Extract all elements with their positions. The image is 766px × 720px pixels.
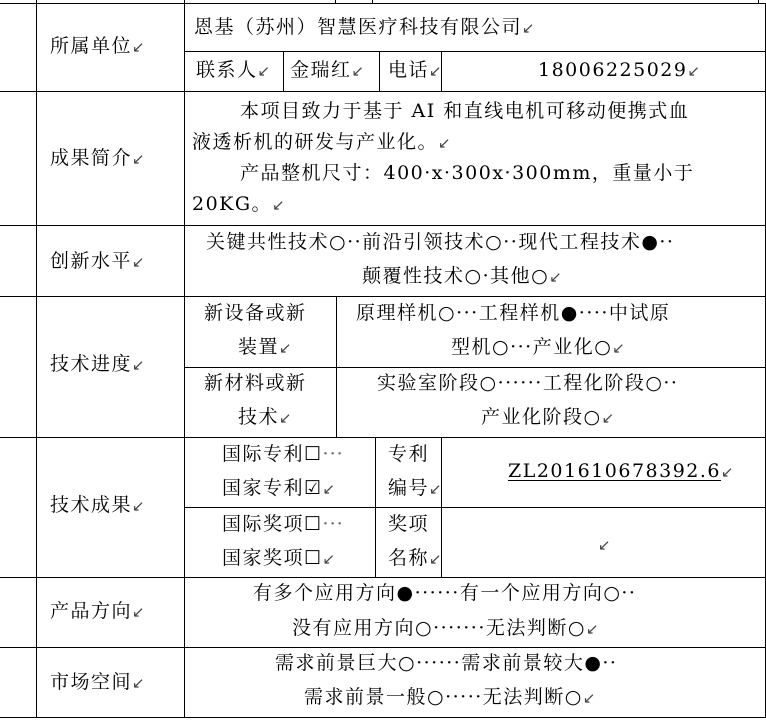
patent-number: ZL201610678392.6↙ (508, 460, 736, 482)
rule-bottom (0, 717, 766, 718)
direction-label: 产品方向↙ (50, 600, 147, 622)
rule-row-6 (0, 647, 766, 648)
innovation-line-2: 颠覆性技术○·其他○↙ (362, 265, 564, 287)
direction-line-2: 没有应用方向○·······无法判断○↙ (292, 617, 601, 639)
device-stage-line-2: 型机○···产业化○↙ (451, 336, 627, 358)
summary-line-3: 产品整机尺寸：400·x·300x·300mm，重量小于 (240, 162, 695, 184)
contact-name: 金瑞红↙ (290, 59, 366, 81)
material-stage-line-2: 产业化阶段○↙ (481, 406, 616, 428)
rule-col-label (184, 3, 185, 717)
phone-number: 18006225029↙ (538, 59, 702, 81)
natl-patent: 国家专利☑↙ (222, 477, 337, 499)
device-label-line-2: 装置↙ (238, 336, 294, 358)
innovation-line-1: 关键共性技术○··前沿引领技术○··现代工程技术●·· (206, 231, 675, 253)
rule-contact-2 (379, 51, 380, 91)
summary-label: 成果简介↙ (50, 147, 147, 169)
award-label-line-2: 名称↙ (388, 547, 444, 569)
rule-top (0, 3, 766, 4)
natl-award: 国家奖项☐↙ (222, 547, 337, 569)
tick-top-c (335, 0, 336, 3)
rule-row-4 (0, 437, 766, 438)
intl-award: 国际奖项☐··· (222, 513, 344, 535)
summary-line-1: 本项目致力于基于 AI 和直线电机可移动便携式血 (240, 100, 690, 122)
rule-col-left (36, 3, 37, 717)
patent-no-label-line-2: 编号↙ (388, 477, 444, 499)
summary-line-4: 20KG。↙ (192, 193, 287, 215)
award-label-line-1: 奖项 (388, 513, 430, 535)
rule-row-5 (0, 577, 766, 578)
progress-label: 技术进度↙ (50, 353, 147, 375)
rule-row-3 (0, 296, 766, 297)
rule-results-mid (184, 507, 766, 508)
device-label-line-1: 新设备或新 (204, 302, 307, 324)
rule-row-1 (0, 91, 766, 92)
patent-no-label-line-1: 专利 (388, 443, 430, 465)
rule-progress-col (336, 296, 337, 437)
innovation-label: 创新水平↙ (50, 250, 147, 272)
phone-label: 电话↙ (388, 59, 444, 81)
material-label-line-2: 技术↙ (238, 406, 294, 428)
market-line-2: 需求前景一般○·····无法判断○↙ (304, 686, 597, 708)
summary-line-2: 液透析机的研发与产业化。↙ (192, 131, 453, 153)
unit-name: 恩基（苏州）智慧医疗科技有限公司↙ (194, 16, 537, 38)
contact-label: 联系人↙ (196, 59, 272, 81)
material-stage-line-1: 实验室阶段○······工程化阶段○·· (377, 372, 679, 394)
device-stage-line-1: 原理样机○···工程样机●····中试原 (356, 302, 671, 324)
results-label: 技术成果↙ (50, 494, 147, 516)
intl-patent: 国际专利☐··· (222, 443, 344, 465)
rule-progress-mid (184, 367, 766, 368)
direction-line-1: 有多个应用方向●······有一个应用方向○·· (253, 582, 637, 604)
tick-top-d (372, 0, 373, 3)
market-line-1: 需求前景巨大○······需求前景较大●·· (275, 652, 618, 674)
market-label: 市场空间↙ (50, 671, 147, 693)
rule-contact-1 (283, 51, 284, 91)
material-label-line-1: 新材料或新 (204, 372, 307, 394)
rule-row-2 (0, 225, 766, 226)
tick-top-e (758, 0, 759, 3)
rule-unit-mid (184, 51, 766, 52)
unit-label: 所属单位↙ (50, 35, 147, 57)
rule-results-col-1 (375, 437, 376, 577)
award-name-empty: ↙ (598, 536, 611, 554)
